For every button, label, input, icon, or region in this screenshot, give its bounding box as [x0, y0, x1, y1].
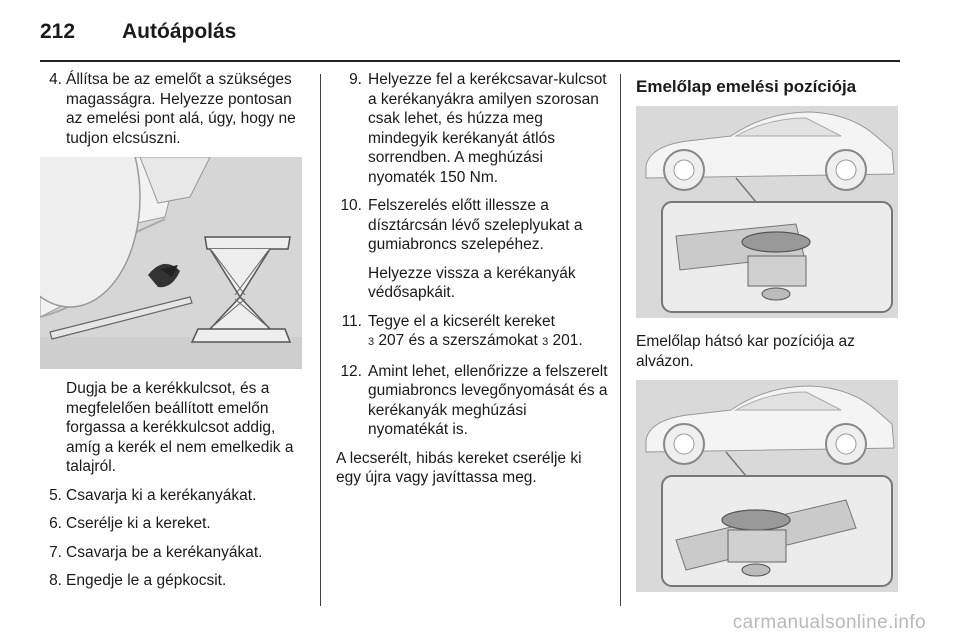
- step-number: 5.: [49, 486, 62, 504]
- step-12: [336, 362, 608, 440]
- step-text: Állítsa be az emelőt a szükséges magasságra. Helyezze pontosan az emelési pont alá, úgy, hogy ne tudjon elcsúszni.: [66, 71, 296, 147]
- step-text: Engedje le a gépkocsit.: [66, 572, 227, 589]
- step-10: [336, 196, 608, 255]
- step-text: Cserélje ki a kereket.: [66, 515, 211, 532]
- column-separator-2: [620, 74, 621, 606]
- step-number: 6.: [49, 515, 62, 532]
- step-text-cont: 207 és a szerszámokat: [374, 332, 543, 349]
- step-9: [336, 70, 608, 187]
- front-lift-point-illustration: [636, 106, 898, 318]
- step-number: 8.: [49, 572, 62, 589]
- figure-caption: Dugja be a kerékkulcsot, és a megfelelően beállított emelőn forgassa a kerékkulcsot addig, amíg a kerék el nem emelkedik a talajról.: [66, 380, 294, 475]
- step-8: [40, 571, 308, 591]
- step-number: 12.: [340, 362, 362, 380]
- step-number: 9.: [349, 71, 362, 88]
- page-title: Autóápolás: [122, 20, 237, 43]
- step-text: Amint lehet, ellenőrizze a felszerelt gumiabroncs levegőnyomását és a kerékanyák meghúzási nyomatékát is.: [368, 362, 608, 438]
- step-4: [40, 70, 308, 148]
- column-1: [40, 70, 308, 600]
- step-5: [40, 486, 308, 506]
- jack-illustration: [40, 157, 302, 369]
- step-6: [40, 514, 308, 534]
- step-text: Csavarja be a kerékanyákat.: [66, 543, 263, 561]
- step-number: 11.: [341, 312, 362, 330]
- column-separator-1: [320, 74, 321, 606]
- step-text: Felszerelés előtt illessze a dísztárcsán lévő szeleplyukat a gumiabroncs szelepéhez.: [368, 197, 583, 253]
- column-3: [636, 70, 902, 592]
- step-11: [336, 312, 608, 353]
- page-reference-arrow-icon: 3: [542, 336, 549, 348]
- watermark: carmanualsonline.info: [732, 612, 926, 633]
- column-2: [336, 70, 608, 497]
- page-reference-arrow-icon: 3: [368, 336, 375, 348]
- rear-lift-point-illustration: [636, 380, 898, 592]
- step-number: 7.: [49, 543, 62, 561]
- step-text: Tegye el a kicserélt kereket: [368, 312, 555, 330]
- closing-paragraph: A lecserélt, hibás kereket cserélje ki egy újra vagy javíttassa meg.: [336, 449, 582, 486]
- page-number: 212: [40, 20, 76, 43]
- step-10-note: Helyezze vissza a kerékanyák védősapkáit.: [368, 264, 576, 301]
- figure-caption: Emelőlap hátsó kar pozíciója az alvázon.: [636, 333, 855, 370]
- step-number: 4.: [49, 71, 62, 88]
- step-text: Helyezze fel a kerékcsavar-kulcsot a kerékanyákra amilyen szorosan csak lehet, és húzza meg mindegyik kerékanyát átlós sorrendben. A meghúzási nyomaték 150 Nm.: [368, 71, 607, 186]
- step-number: 10.: [340, 197, 362, 214]
- step-text: Csavarja ki a kerékanyákat.: [66, 486, 257, 504]
- step-7: [40, 543, 308, 563]
- header-rule: [40, 60, 900, 62]
- section-heading: Emelőlap emelési pozíciója: [636, 77, 857, 96]
- step-text-end: 201.: [548, 332, 583, 349]
